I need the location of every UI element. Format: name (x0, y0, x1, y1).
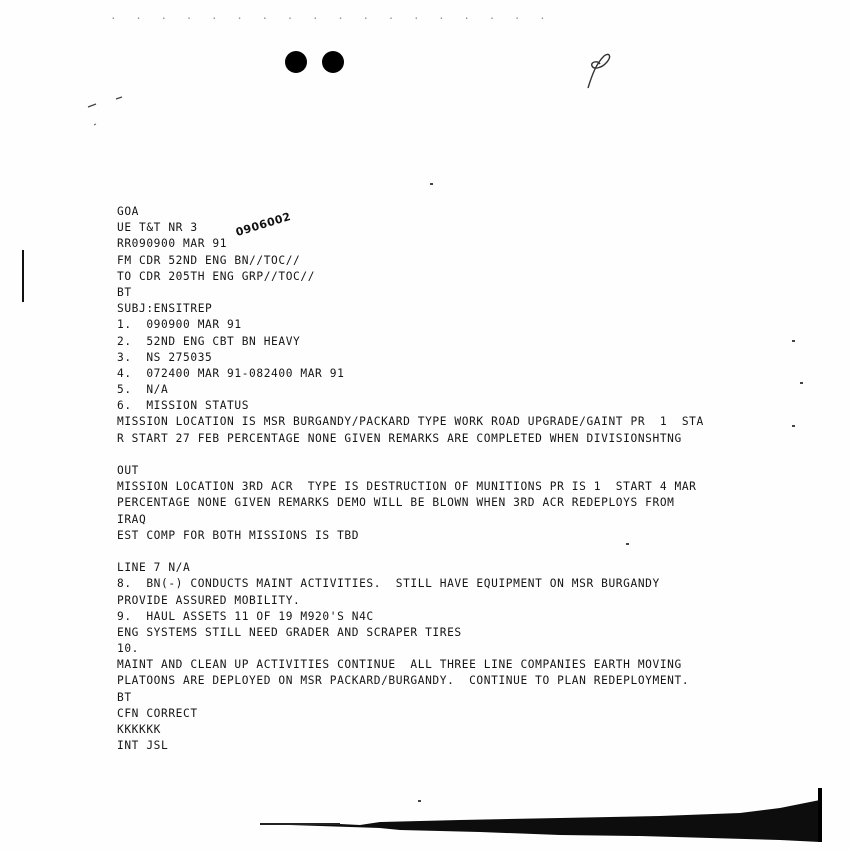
top-scan-noise: · · · · · · · · · · · · · · · · · · (110, 12, 552, 25)
message-line: MISSION LOCATION 3RD ACR TYPE IS DESTRUCTION OF MUNITIONS PR IS 1 START 4 MAR (117, 480, 697, 494)
message-line: INT JSL (117, 739, 169, 753)
message-line: KKKKKK (117, 723, 162, 736)
message-line: CFN CORRECT (117, 706, 198, 720)
handwritten-mark (582, 50, 614, 90)
message-line: FM CDR 52ND ENG BN//TOC// (117, 253, 301, 267)
message-line: 9. HAUL ASSETS 11 OF 19 M920'S N4C (117, 609, 374, 623)
message-line: MISSION LOCATION IS MSR BURGANDY/PACKARD TYPE WORK ROAD UPGRADE/GAINT PR 1 STA (117, 415, 704, 429)
message-line: 10. (117, 642, 140, 656)
message-line: SUBJ:ENSITREP (117, 302, 213, 316)
message-line: OUT (117, 464, 140, 477)
left-margin-line (22, 250, 24, 302)
message-line: PLATOONS ARE DEPLOYED ON MSR PACKARD/BURGANDY. CONTINUE TO PLAN REDEPLOYMENT. (117, 674, 690, 688)
message-line: MAINT AND CLEAN UP ACTIVITIES CONTINUE ALL THREE LINE COMPANIES EARTH MOVING (117, 658, 682, 672)
message-line (117, 544, 807, 560)
punch-hole-right (322, 51, 344, 73)
teletype-message-body (117, 204, 807, 754)
message-line: LINE 7 N/A (117, 561, 191, 575)
message-line: 8. BN(-) CONDUCTS MAINT ACTIVITIES. STILL HAVE EQUIPMENT ON MSR BURGANDY (117, 577, 660, 591)
message-line: BT (117, 690, 132, 704)
page-bottom-edge-shadow (260, 780, 830, 850)
message-line: PERCENTAGE NONE GIVEN REMARKS DEMO WILL BE BLOWN WHEN 3RD ACR REDEPLOYS FROM (117, 496, 675, 510)
document-number-stamp: 0906002 (234, 209, 293, 239)
message-line: UE T&T NR 3 (117, 221, 198, 235)
message-line: 5. N/A (117, 383, 169, 397)
scan-speck (430, 183, 433, 185)
message-line: 1. 090900 MAR 91 (117, 318, 242, 332)
message-line: GOA (117, 205, 140, 218)
message-line: PROVIDE ASSURED MOBILITY. (117, 593, 301, 607)
margin-scribble (86, 95, 131, 130)
punch-hole-left (285, 51, 307, 73)
message-line: RR090900 MAR 91 (117, 237, 228, 251)
message-line: 2. 52ND ENG CBT BN HEAVY (117, 334, 301, 348)
message-line: 6. MISSION STATUS (117, 399, 250, 413)
message-line: BT (117, 285, 132, 299)
message-line: 4. 072400 MAR 91-082400 MAR 91 (117, 366, 345, 380)
message-line: TO CDR 205TH ENG GRP//TOC// (117, 269, 316, 283)
message-line: EST COMP FOR BOTH MISSIONS IS TBD (117, 528, 360, 542)
message-line (117, 447, 807, 463)
message-line: 3. NS 275035 (117, 350, 213, 364)
message-line: IRAQ (117, 512, 147, 526)
message-line: ENG SYSTEMS STILL NEED GRADER AND SCRAPER TIRES (117, 625, 462, 639)
message-line: R START 27 FEB PERCENTAGE NONE GIVEN REMARKS ARE COMPLETED WHEN DIVISIONSHTNG (117, 431, 682, 445)
